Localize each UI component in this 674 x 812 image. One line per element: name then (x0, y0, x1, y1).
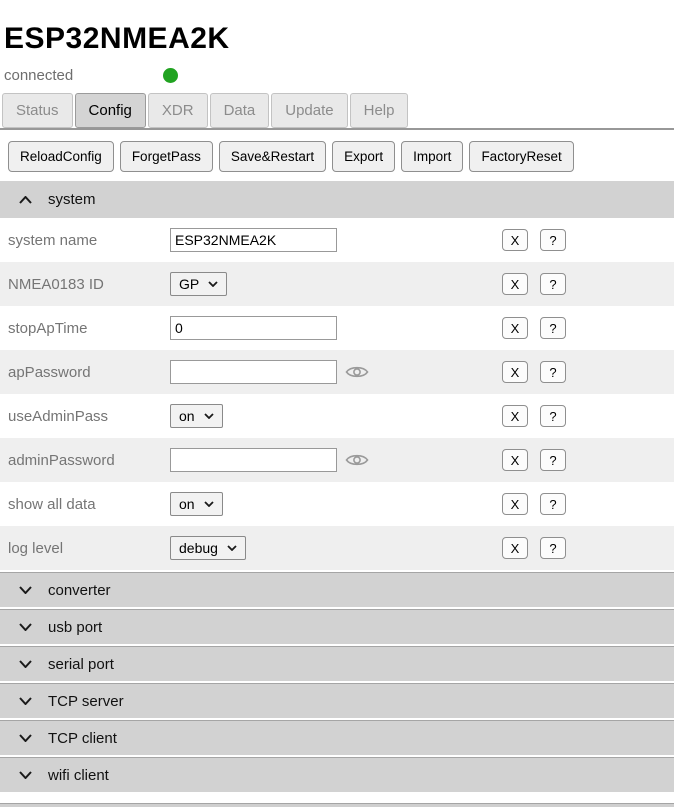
field-label: log level (8, 539, 64, 557)
field-label: show all data (8, 495, 96, 513)
admin-password-input[interactable] (170, 448, 337, 472)
section-label: usb port (48, 618, 103, 636)
reset-default-button[interactable]: X (502, 361, 528, 383)
config-row-use-admin-pass (0, 394, 674, 438)
show-all-data-select[interactable] (170, 492, 223, 516)
show-password-toggle[interactable] (345, 364, 369, 380)
next-section-partial (0, 803, 674, 807)
chevron-down-icon (204, 413, 214, 419)
forget-pass-button[interactable]: ForgetPass (120, 141, 213, 172)
reset-default-button[interactable]: X (502, 273, 528, 295)
chevron-down-icon (19, 623, 32, 631)
use-admin-pass-select[interactable] (170, 404, 223, 428)
select-value: GP (179, 276, 200, 292)
help-button[interactable]: ? (540, 493, 566, 515)
config-row-admin-password (0, 438, 674, 482)
chevron-down-icon (19, 660, 32, 668)
row-actions (502, 317, 566, 339)
reset-default-button[interactable]: X (502, 537, 528, 559)
reset-default-button[interactable]: X (502, 449, 528, 471)
row-actions (502, 537, 566, 559)
row-actions (502, 273, 566, 295)
section-header-system[interactable] (0, 181, 674, 218)
select-value: on (179, 496, 195, 512)
connection-status-dot-icon (163, 68, 178, 83)
config-row-show-all-data (0, 482, 674, 526)
chevron-down-icon (204, 501, 214, 507)
eye-icon (345, 452, 369, 468)
config-row-log-level (0, 526, 674, 570)
section-label: TCP server (48, 692, 124, 710)
connection-status (0, 56, 674, 93)
select-value: on (179, 408, 195, 424)
reset-default-button[interactable]: X (502, 229, 528, 251)
help-button[interactable]: ? (540, 361, 566, 383)
tab-status[interactable]: Status (2, 93, 73, 128)
row-actions (502, 361, 566, 383)
export-button[interactable]: Export (332, 141, 395, 172)
field-label: NMEA0183 ID (8, 275, 104, 293)
help-button[interactable]: ? (540, 405, 566, 427)
field-label: adminPassword (8, 451, 115, 469)
save-restart-button[interactable]: Save&Restart (219, 141, 326, 172)
tab-xdr[interactable]: XDR (148, 93, 208, 128)
row-actions (502, 405, 566, 427)
stop-ap-time-input[interactable] (170, 316, 337, 340)
section-header-usb-port[interactable] (0, 609, 674, 644)
import-button[interactable]: Import (401, 141, 463, 172)
system-name-input[interactable] (170, 228, 337, 252)
help-button[interactable]: ? (540, 317, 566, 339)
connection-status-label: connected (4, 67, 74, 84)
help-button[interactable]: ? (540, 449, 566, 471)
field-label: system name (8, 231, 98, 249)
section-header-serial-port[interactable] (0, 646, 674, 681)
row-actions (502, 493, 566, 515)
chevron-down-icon (19, 586, 32, 594)
tab-bar (0, 93, 674, 130)
field-label: useAdminPass (8, 407, 109, 425)
tab-update[interactable]: Update (271, 93, 347, 128)
config-toolbar (0, 130, 674, 181)
tab-help[interactable]: Help (350, 93, 409, 128)
field-label: apPassword (8, 363, 91, 381)
eye-icon (345, 364, 369, 380)
help-button[interactable]: ? (540, 537, 566, 559)
select-value: debug (179, 540, 218, 556)
section-label: wifi client (48, 766, 109, 784)
reset-default-button[interactable]: X (502, 405, 528, 427)
help-button[interactable]: ? (540, 229, 566, 251)
reset-default-button[interactable]: X (502, 317, 528, 339)
section-header-tcp-server[interactable] (0, 683, 674, 718)
section-label: serial port (48, 655, 114, 673)
config-row-system-name (0, 218, 674, 262)
chevron-down-icon (19, 697, 32, 705)
config-row-stop-ap-time (0, 306, 674, 350)
help-button[interactable]: ? (540, 273, 566, 295)
chevron-up-icon (19, 196, 32, 204)
section-label: TCP client (48, 729, 117, 747)
config-row-nmea0183-id (0, 262, 674, 306)
nmea0183-id-select[interactable] (170, 272, 227, 296)
tab-config[interactable]: Config (75, 93, 146, 128)
section-label: system (48, 191, 96, 208)
ap-password-input[interactable] (170, 360, 337, 384)
section-header-wifi-client[interactable] (0, 757, 674, 792)
section-label: converter (48, 581, 111, 599)
row-actions (502, 229, 566, 251)
chevron-down-icon (227, 545, 237, 551)
chevron-down-icon (19, 734, 32, 742)
section-header-converter[interactable] (0, 572, 674, 607)
page-title: ESP32NMEA2K (4, 22, 230, 55)
config-row-ap-password (0, 350, 674, 394)
reset-default-button[interactable]: X (502, 493, 528, 515)
reload-config-button[interactable]: ReloadConfig (8, 141, 114, 172)
field-label: stopApTime (8, 319, 88, 337)
log-level-select[interactable] (170, 536, 246, 560)
show-password-toggle[interactable] (345, 452, 369, 468)
chevron-down-icon (19, 771, 32, 779)
factory-reset-button[interactable]: FactoryReset (469, 141, 573, 172)
section-header-tcp-client[interactable] (0, 720, 674, 755)
row-actions (502, 449, 566, 471)
tab-data[interactable]: Data (210, 93, 270, 128)
chevron-down-icon (208, 281, 218, 287)
